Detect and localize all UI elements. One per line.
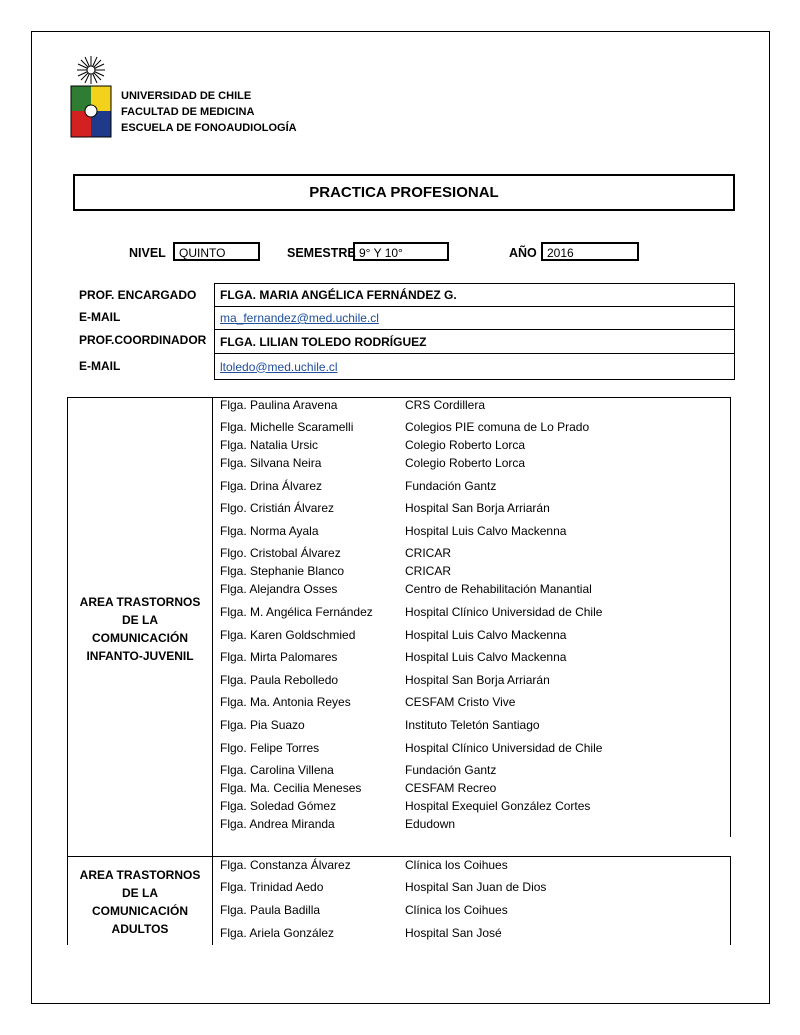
email-label: E-MAIL	[79, 359, 121, 373]
practitioner-name: Flga. Norma Ayala	[220, 524, 319, 538]
practitioner-name: Flga. Silvana Neira	[220, 456, 322, 470]
institution-name: Colegio Roberto Lorca	[405, 456, 526, 470]
staff-table	[214, 283, 735, 380]
practitioner-name: Flga. Carolina Villena	[220, 763, 334, 777]
nivel-label: NIVEL	[129, 246, 166, 260]
institution-name: CESFAM Recreo	[405, 781, 497, 795]
institution-name: Centro de Rehabilitación Manantial	[405, 582, 592, 596]
practitioner-name: Flga. Pia Suazo	[220, 718, 305, 732]
practitioner-name: Flgo. Cristobal Álvarez	[220, 546, 341, 560]
practitioner-name: Flgo. Cristián Álvarez	[220, 501, 335, 515]
practitioner-name: Flga. Andrea Miranda	[220, 817, 335, 831]
practitioner-name: Flga. Paulina Aravena	[220, 398, 338, 412]
table-border-left	[67, 397, 68, 945]
institution-name: Hospital San José	[405, 926, 502, 940]
practitioner-name: Flga. M. Angélica Fernández	[220, 605, 373, 619]
institution-name: CESFAM Cristo Vive	[405, 695, 516, 709]
practitioner-name: Flga. Drina Álvarez	[220, 479, 323, 493]
anio-field[interactable]: 2016	[541, 242, 639, 261]
area-label-line: DE LA	[122, 886, 158, 900]
institution-name: Hospital San Borja Arriarán	[405, 673, 550, 687]
table-border-top	[67, 397, 731, 398]
practitioner-name: Flga. Michelle Scaramelli	[220, 420, 354, 434]
institution-name: CRICAR	[405, 546, 452, 560]
nivel-field[interactable]: QUINTO	[173, 242, 260, 261]
practitioner-name: Flga. Constanza Álvarez	[220, 858, 351, 872]
prof-coordinador-label: PROF.COORDINADOR	[79, 333, 207, 347]
institution-name: Hospital Clínico Universidad de Chile	[405, 741, 603, 755]
institution-name: Instituto Teletón Santiago	[405, 718, 540, 732]
column-divider	[212, 397, 213, 945]
area-label-line: DE LA	[122, 613, 158, 627]
email-link[interactable]: ltoledo@med.uchile.cl	[220, 359, 338, 374]
prof-encargado-label: PROF. ENCARGADO	[79, 288, 197, 302]
prof-coordinador-value: FLGA. LILIAN TOLEDO RODRÍGUEZ	[215, 330, 734, 354]
practitioner-name: Flga. Trinidad Aedo	[220, 880, 324, 894]
area-label-line: AREA TRASTORNOS	[79, 595, 201, 609]
practitioner-name: Flgo. Felipe Torres	[220, 741, 320, 755]
page-title: PRACTICA PROFESIONAL	[73, 174, 735, 211]
practitioner-name: Flga. Stephanie Blanco	[220, 564, 345, 578]
area-label-line: AREA TRASTORNOS	[79, 868, 201, 882]
faculty-name: FACULTAD DE MEDICINA	[121, 106, 255, 118]
anio-label: AÑO	[509, 246, 537, 260]
institution-name: Colegio Roberto Lorca	[405, 438, 526, 452]
practitioner-name: Flga. Alejandra Osses	[220, 582, 338, 596]
institution-name: Colegios PIE comuna de Lo Prado	[405, 420, 590, 434]
institution-name: Hospital San Borja Arriarán	[405, 501, 550, 515]
area-label	[68, 866, 212, 938]
practitioner-name: Flga. Soledad Gómez	[220, 799, 337, 813]
school-name: ESCUELA DE FONOAUDIOLOGÍA	[121, 122, 297, 134]
practitioner-name: Flga. Natalia Ursic	[220, 438, 319, 452]
table-border-right	[730, 856, 731, 945]
institution-name: Hospital Clínico Universidad de Chile	[405, 605, 603, 619]
row-divider	[67, 856, 731, 857]
area-label	[68, 593, 212, 665]
area-label-line: COMUNICACIÓN	[92, 631, 188, 645]
institution-name: Clínica los Coihues	[405, 903, 508, 917]
institution-name: Fundación Gantz	[405, 763, 497, 777]
practitioner-name: Flga. Paula Badilla	[220, 903, 321, 917]
semestre-field[interactable]: 9° Y 10°	[353, 242, 449, 261]
institution-name: CRS Cordillera	[405, 398, 486, 412]
institution-name: Edudown	[405, 817, 456, 831]
practitioner-name: Flga. Ariela González	[220, 926, 335, 940]
practitioner-name: Flga. Mirta Palomares	[220, 650, 338, 664]
institution-name: Hospital Luis Calvo Mackenna	[405, 628, 567, 642]
institution-name: Hospital Exequiel González Cortes	[405, 799, 591, 813]
table-border-right	[730, 397, 731, 837]
area-label-line: INFANTO-JUVENIL	[86, 649, 194, 663]
practitioner-name: Flga. Ma. Cecilia Meneses	[220, 781, 362, 795]
institution-name: Fundación Gantz	[405, 479, 497, 493]
university-logo	[68, 54, 114, 140]
area-label-line: COMUNICACIÓN	[92, 904, 188, 918]
prof-encargado-value: FLGA. MARIA ANGÉLICA FERNÁNDEZ G.	[215, 284, 734, 307]
practitioner-name: Flga. Karen Goldschmied	[220, 628, 356, 642]
institution-name: Hospital Luis Calvo Mackenna	[405, 650, 567, 664]
institution-name: Hospital San Juan de Dios	[405, 880, 547, 894]
semestre-label: SEMESTRE	[287, 246, 356, 260]
area-label-line: ADULTOS	[111, 922, 169, 936]
practitioner-name: Flga. Paula Rebolledo	[220, 673, 339, 687]
practitioner-name: Flga. Ma. Antonia Reyes	[220, 695, 351, 709]
institution-name: Hospital Luis Calvo Mackenna	[405, 524, 567, 538]
institution-name: Clínica los Coihues	[405, 858, 508, 872]
institution-name: CRICAR	[405, 564, 452, 578]
email-link[interactable]: ma_fernandez@med.uchile.cl	[220, 311, 379, 325]
university-name: UNIVERSIDAD DE CHILE	[121, 90, 252, 102]
email-label: E-MAIL	[79, 310, 121, 324]
